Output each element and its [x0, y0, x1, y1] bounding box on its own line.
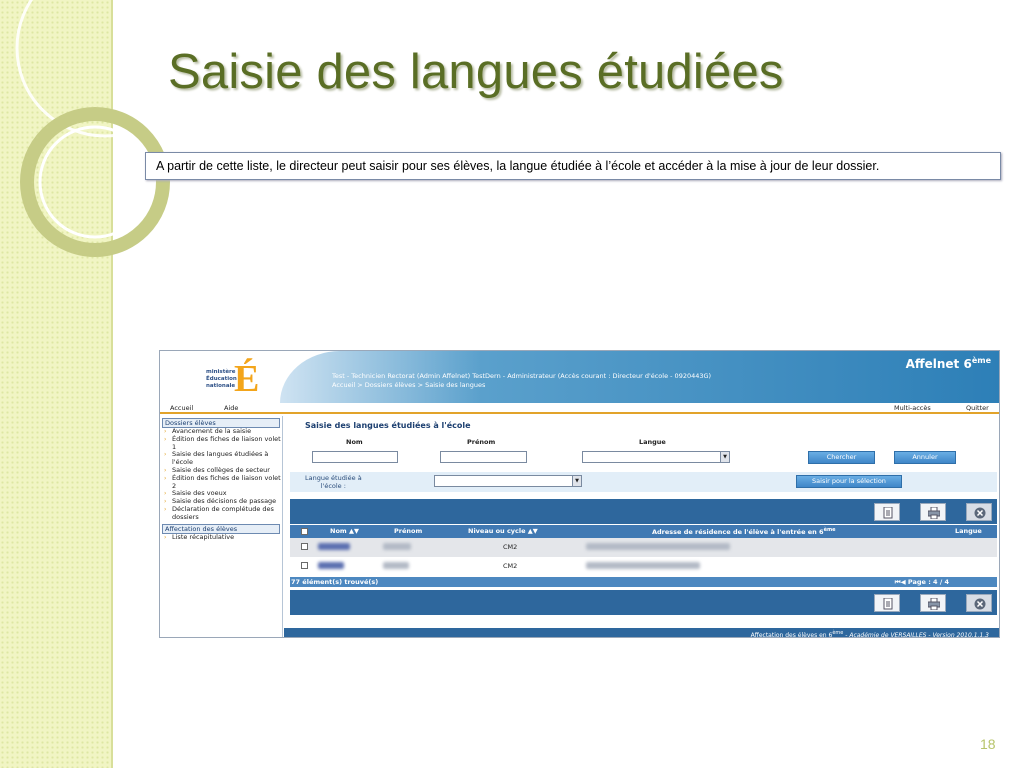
sidebar-item-label: Édition des fiches de liaison volet 1 — [172, 434, 281, 451]
menu-aide[interactable]: Aide — [224, 404, 239, 412]
student-nom-link[interactable] — [318, 543, 350, 550]
chevron-right-icon: › — [164, 533, 167, 541]
chevron-right-icon: › — [164, 466, 167, 474]
app-footer — [284, 628, 999, 638]
student-adresse — [586, 543, 730, 550]
col-nom[interactable] — [330, 527, 359, 535]
footer-prefix: Affectation des élèves en 6 — [750, 632, 833, 638]
student-nom-link[interactable] — [318, 562, 344, 569]
sidebar-item-label: Déclaration de complétude des dossiers — [172, 504, 274, 521]
sort-icon[interactable]: ▲▼ — [348, 527, 359, 535]
annuler-button[interactable]: Annuler — [894, 451, 956, 464]
sidebar-item-label: Saisie des langues étudiées à l'école — [172, 450, 269, 467]
student-adresse — [586, 562, 700, 569]
nom-input[interactable] — [312, 451, 398, 463]
footer-sup: ème — [832, 630, 844, 636]
chevron-right-icon: › — [164, 505, 167, 513]
col-prenom[interactable]: Prénom — [394, 527, 423, 535]
langue-ecole-row — [290, 472, 997, 492]
pager-prev-icon[interactable]: ⏮◀ — [894, 578, 906, 586]
sidebar-item-label: Édition des fiches de liaison volet 2 — [172, 473, 281, 490]
page-title: Saisie des langues étudiées à l'école — [305, 421, 471, 430]
col-adresse-sup: ème — [823, 527, 836, 533]
sidebar-item-label: Saisie des décisions de passage — [172, 497, 277, 506]
student-cycle: CM2 — [503, 543, 518, 551]
sidebar-section-affectation[interactable]: Affectation des élèves — [162, 524, 280, 534]
table-row — [290, 557, 997, 576]
print-button[interactable] — [920, 594, 946, 612]
sidebar-item-liste-recap[interactable] — [162, 534, 282, 542]
menu-quitter[interactable]: Quitter — [966, 404, 989, 412]
chevron-right-icon: › — [164, 490, 167, 498]
langue-ecole-label-line1: Langue étudiée à — [305, 474, 362, 482]
student-prenom — [383, 543, 411, 550]
print-button[interactable] — [920, 503, 946, 521]
col-nom-label: Nom — [330, 527, 347, 535]
prenom-label: Prénom — [467, 438, 496, 446]
col-adresse-label: Adresse de résidence de l'élève à l'entrée en 6 — [652, 528, 824, 537]
user-context: Test - Technicien Rectorat (Admin Affelnet) TestDern - Administrateur (Accès courant : Directeur d'école - 0920443G) — [332, 372, 712, 380]
document-icon — [882, 507, 894, 519]
col-langue: Langue — [955, 527, 982, 535]
col-niveau[interactable] — [468, 527, 538, 535]
caption-text: A partir de cette liste, le directeur peut saisir pour ses élèves, la langue étudiée à l’école et accéder à la mise à jour de leur dossier. — [156, 159, 880, 173]
sidebar-item-saisie-langues[interactable] — [162, 451, 282, 467]
sidebar-section-dossiers[interactable]: Dossiers élèves — [162, 418, 280, 428]
logo-line-2: Éducation — [206, 376, 237, 382]
toolbar-top — [290, 499, 997, 524]
chevron-right-icon: › — [164, 451, 167, 459]
pager — [895, 578, 949, 587]
nom-label: Nom — [346, 438, 363, 446]
student-prenom — [383, 562, 409, 569]
menu-multi-acces[interactable]: Multi-accès — [894, 404, 931, 412]
ministry-logo — [182, 355, 272, 401]
langue-label: Langue — [639, 438, 666, 446]
col-adresse — [652, 527, 836, 536]
chevron-right-icon: › — [164, 498, 167, 506]
sidebar-item-label: Liste récapitulative — [172, 532, 235, 541]
row-checkbox[interactable] — [301, 562, 308, 569]
chevron-down-icon[interactable]: ▼ — [720, 452, 729, 462]
app-title — [906, 356, 991, 371]
row-checkbox[interactable] — [301, 543, 308, 550]
slide-title: Saisie des langues étudiées — [168, 45, 784, 99]
col-niveau-label: Niveau ou cycle — [468, 527, 526, 535]
logo-line-3: nationale — [206, 383, 236, 389]
langue-select[interactable] — [582, 451, 730, 463]
sidebar-item-label: Saisie des voeux — [172, 489, 227, 498]
sidebar-item-label: Avancement de la saisie — [172, 427, 252, 435]
app-header — [160, 351, 999, 403]
breadcrumb: Accueil > Dossiers élèves > Saisie des langues — [332, 380, 486, 389]
footer-suffix: - Académie de VERSAILLES - Version 2010.1.1.3 — [843, 632, 989, 638]
langue-ecole-label — [305, 475, 362, 490]
close-icon — [974, 507, 986, 519]
results-bar — [290, 577, 997, 587]
user-info — [332, 372, 711, 389]
pager-text: Page : 4 / 4 — [907, 578, 949, 586]
caption-box — [145, 152, 1001, 180]
logo-mark: É — [234, 358, 260, 400]
menu-bar — [160, 403, 999, 414]
table-header — [290, 525, 997, 538]
select-all-checkbox[interactable] — [301, 528, 308, 535]
close-button[interactable] — [966, 594, 992, 612]
chevron-right-icon: › — [164, 474, 167, 482]
results-count: 77 élément(s) trouvé(s) — [291, 578, 379, 586]
logo-text — [206, 369, 237, 390]
menu-accueil[interactable]: Accueil — [170, 404, 194, 412]
sidebar-item-fiches-volet2[interactable] — [162, 475, 282, 491]
printer-icon — [928, 598, 940, 610]
sidebar-item-fiches-volet1[interactable] — [162, 436, 282, 452]
document-button[interactable] — [874, 503, 900, 521]
saisir-selection-button[interactable]: Saisir pour la sélection — [796, 475, 902, 488]
main-content — [284, 416, 999, 638]
student-cycle: CM2 — [503, 562, 518, 570]
document-button[interactable] — [874, 594, 900, 612]
prenom-input[interactable] — [440, 451, 527, 463]
page-number: 18 — [980, 736, 996, 752]
app-title-main: Affelnet 6 — [905, 357, 972, 371]
chevron-right-icon: › — [164, 428, 167, 435]
logo-line-1: ministère — [206, 369, 236, 375]
close-button[interactable] — [966, 503, 992, 521]
close-icon — [974, 598, 986, 610]
table-row — [290, 538, 997, 557]
chercher-button[interactable]: Chercher — [808, 451, 875, 464]
sidebar-item-completude[interactable] — [162, 506, 282, 522]
chevron-down-icon[interactable]: ▼ — [572, 476, 581, 486]
langue-ecole-label-line2: l'école : — [320, 481, 346, 490]
toolbar-bottom — [290, 590, 997, 615]
chevron-right-icon: › — [164, 435, 167, 443]
document-icon — [882, 598, 894, 610]
printer-icon — [928, 507, 940, 519]
langue-ecole-select[interactable] — [434, 475, 582, 487]
sidebar — [160, 416, 283, 638]
app-screenshot — [159, 350, 1000, 638]
sidebar-item-label: Saisie des collèges de secteur — [172, 465, 270, 474]
app-title-sup: ème — [971, 356, 991, 365]
sort-icon[interactable]: ▲▼ — [527, 527, 538, 535]
